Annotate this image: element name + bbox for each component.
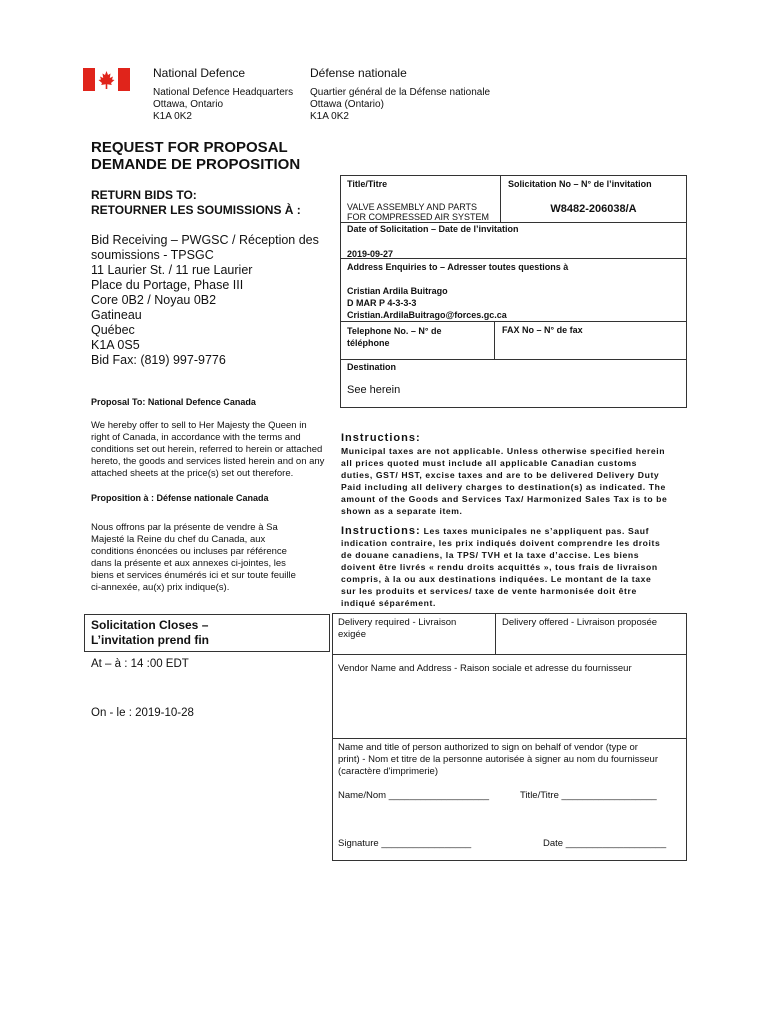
proposition-heading: Proposition à : Défense nationale Canada (91, 493, 269, 503)
date-of-solicitation-value: 2019-09-27 (347, 249, 394, 259)
proposal-to-text: We hereby offer to sell to Her Majesty the Queen in right of Canada, in accordance with the terms and conditions set out herein, referred to herein or attached hereto, the goods and services listed herein and on any attached sheets at the price(s) set out therefore. (91, 420, 325, 479)
instructions-en-heading: Instructions: (341, 432, 421, 444)
title-label: Title/Titre (347, 179, 388, 189)
return-bids-heading: RETURN BIDS TO: RETOURNER LES SOUMISSIONS À : (91, 188, 301, 217)
instructions-fr-text: Instructions: Les taxes municipales ne s’appliquent pas. Sauf indication contraire, les prix indiqués doivent comprendre les droits de douane canadiens, la TPS/ TVH et la taxe d’accise. Les biens doivent être livrés « rendu droits acquittés », tous frais de livraison compris, à la ou aux destinations indiquées. Le montant de la taxe sur les produits et services/ taxe de vente harmonisée doit être indiqué séparément. (341, 525, 661, 608)
vendor-info-form (332, 613, 687, 861)
signature-field[interactable]: Signature _________________ (338, 838, 472, 849)
title-field[interactable]: Title/Titre __________________ (520, 790, 657, 801)
authorized-person-label: Name and title of person authorized to sign on behalf of vendor (type or print) - Nom et titre de la personne autorisée à signer au nom du fournisseur (caractère d'imprimerie) (338, 742, 658, 777)
destination-label: Destination (347, 362, 397, 372)
proposal-to-heading: Proposal To: National Defence Canada (91, 397, 256, 407)
address-enquiries-value: Cristian Ardila Buitrago D MAR P 4-3-3-3 Cristian.ArdilaBuitrago@forces.gc.ca (347, 286, 507, 320)
department-name-en: National Defence (153, 66, 246, 80)
telephone-label: Telephone No. – N° de téléphone (347, 326, 442, 348)
address-enquiries-label: Address Enquiries to – Adresser toutes questions à (347, 262, 569, 272)
department-name-fr: Défense nationale (310, 66, 407, 80)
fax-label: FAX No – N° de fax (502, 325, 583, 335)
closing-time: At – à : 14 :00 EDT (91, 658, 189, 670)
proposition-text: Nous offrons par la présente de vendre à Sa Majesté la Reine du chef du Canada, aux conditions énoncées ou incluses par référence dans la présente et aux annexes ci-jointes, les biens et services énumérés ici et sur toute feuille ci-annexée, au(x) prix indique(s). (91, 522, 296, 593)
canada-flag-logo (83, 68, 130, 91)
divider (340, 222, 687, 223)
divider (340, 321, 687, 322)
divider (495, 613, 496, 654)
closing-date: On - le : 2019-10-28 (91, 707, 194, 719)
document-title: REQUEST FOR PROPOSAL DEMANDE DE PROPOSITION (91, 139, 301, 173)
divider (340, 359, 687, 360)
vendor-name-address-field[interactable]: Vendor Name and Address - Raison sociale et adresse du fournisseur (338, 663, 632, 674)
bid-receiving-address: Bid Receiving – PWGSC / Réception des soumissions - TPSGC 11 Laurier St. / 11 rue Laurier Place du Portage, Phase III Core 0B2 / Noyau 0B2 Gatineau Québec K1A 0S5 Bid Fax: (819) 997-9776 (91, 233, 319, 367)
department-address-fr: Quartier général de la Défense nationale Ottawa (Ontario) K1A 0K2 (310, 87, 491, 122)
solicitation-closes-heading: Solicitation Closes – L’invitation prend fin (91, 618, 209, 647)
title-value: VALVE ASSEMBLY AND PARTS FOR COMPRESSED AIR SYSTEM (347, 202, 490, 222)
delivery-offered-field[interactable]: Delivery offered - Livraison proposée (502, 617, 658, 628)
solicitation-closes-box (84, 614, 330, 652)
solicitation-no-value: W8482-206038/A (550, 203, 637, 215)
date-of-solicitation-label: Date of Solicitation – Date de l’invitation (347, 224, 519, 234)
divider (332, 738, 687, 739)
instructions-en-text: Municipal taxes are not applicable. Unless otherwise specified herein all prices quoted must include all applicable Canadian customs duties, GST/ HST, excise taxes and are to be delivered Delivery Duty Paid including all delivery charges to destination(s) as indicated. The amount of the Goods and Services Tax/ Harmonized Sales Tax is to be shown as a separate item. (341, 446, 668, 516)
divider (494, 321, 495, 359)
date-field[interactable]: Date ___________________ (543, 838, 667, 849)
solicitation-no-label: Solicitation No – N° de l’invitation (508, 179, 652, 189)
divider (332, 654, 687, 655)
delivery-required-field[interactable]: Delivery required - Livraison exigée (338, 617, 457, 640)
destination-value: See herein (347, 384, 401, 396)
department-address-en: National Defence Headquarters Ottawa, Ontario K1A 0K2 (153, 87, 294, 122)
name-field[interactable]: Name/Nom ___________________ (338, 790, 490, 801)
